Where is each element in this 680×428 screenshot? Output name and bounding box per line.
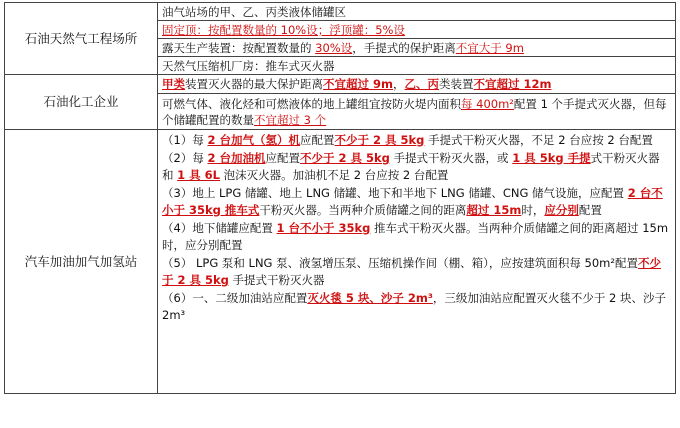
cell-text-highlight: 甲类 [162, 77, 185, 91]
cell-text-highlight: 不宜大于 9m [455, 40, 524, 55]
cell-text: 装置灭火器的最大保护距离 [185, 77, 323, 91]
cell-text: 露天生产装置：按配置数量的 [162, 40, 316, 55]
cell-text: 手提式干粉灭火器 [228, 273, 325, 287]
content-cell [158, 21, 676, 39]
cell-text-highlight: 1 具 5kg 手提 [512, 150, 591, 165]
cell-text: ， [393, 77, 405, 91]
cell-text-highlight: 1 具 6L [177, 168, 220, 182]
cell-text: 配置 1 个手提式灭火器，但每个储罐配置的数量 [162, 96, 667, 127]
cell-text: （4）地下储罐应配置 [162, 220, 277, 235]
item-6 [162, 290, 671, 325]
category-label: 石油化工企业 [43, 94, 119, 109]
category-cell [5, 130, 158, 394]
item-3 [162, 185, 671, 220]
content-cell [158, 130, 676, 394]
fire-extinguisher-config-table [4, 2, 676, 394]
cell-text: （2）每 [162, 150, 208, 165]
cell-text-highlight: 应分别 [544, 203, 579, 217]
content-cell [158, 3, 676, 21]
cell-text: 手提式干粉灭火器，不足 2 台应按 2 台配置 [424, 133, 653, 147]
cell-text-highlight: 不少于 2 具 5kg [334, 133, 425, 147]
cell-text-highlight: 乙、丙 [404, 77, 439, 91]
cell-text: 可燃气体、液化烃和可燃液体的地上罐组宜按防火堤内面积 [162, 96, 461, 111]
cell-text: 配置 [578, 203, 602, 217]
cell-text-highlight: 固定顶：按配置数量的 10%设；浮顶罐：5%设 [162, 22, 405, 37]
cell-text-highlight: 不宜超过 9m [323, 77, 393, 91]
cell-text: （3）地上 LPG 储罐、地上 LNG 储罐、地下和半地下 LNG 储罐、CNG 储气设施，应配置 [162, 185, 628, 200]
cell-text: 类装置 [439, 77, 474, 91]
cell-text-highlight: 灭火毯 5 块、沙子 2m³ [307, 290, 433, 305]
item-4 [162, 220, 671, 255]
cell-text: 泡沫灭火器。加油机不足 2 台应按 2 台配置 [220, 168, 449, 182]
cell-text: 应配置 [265, 150, 300, 165]
item-2 [162, 150, 671, 185]
content-cell [158, 57, 676, 75]
cell-text: 式干粉灭火器和 [162, 150, 660, 182]
cell-text-highlight: 不宜超过 12m [473, 77, 552, 91]
category-label: 汽车加油加气加氢站 [24, 253, 138, 269]
cell-text-highlight: 2 台加油机 [207, 150, 266, 165]
cell-text-highlight: 不少于 2 具 5kg [162, 255, 661, 287]
cell-text: 手提式干粉灭火器，或 [389, 150, 513, 165]
cell-text-highlight: 2 台不小于 35kg 推车式 [162, 185, 663, 217]
category-cell [5, 75, 158, 130]
cell-text-highlight: 1 台不小于 35kg [276, 220, 371, 235]
cell-text: 推车式干粉灭火器。当两种介质储罐之间的距离超过 15m 时，应分别配置 [162, 220, 669, 252]
cell-text: （5） LPG 泵和 LNG 泵、液氢增压泵、压缩机操作间（棚、箱），应按建筑面积每 50m²配置 [162, 255, 638, 270]
item-5 [162, 255, 671, 290]
cell-text: 时， [521, 203, 545, 217]
cell-text-highlight: 超过 15m [466, 203, 522, 217]
cell-text: （1）每 [162, 133, 208, 147]
content-cell [158, 39, 676, 57]
cell-text: 应配置 [300, 133, 335, 147]
item-1 [162, 132, 671, 150]
cell-text-highlight: 2 台加气（氢）机 [207, 133, 300, 147]
cell-text-highlight: 不宜超过 3 个 [254, 112, 327, 127]
cell-text: 天然气压缩机厂房：推车式灭火器 [162, 58, 335, 73]
content-cell [158, 75, 676, 94]
cell-text: 干粉灭火器。当两种介质储罐之间的距离 [259, 203, 467, 217]
cell-text: （6）一、二级加油站应配置 [162, 290, 308, 305]
cell-text-highlight: 30%设 [315, 40, 353, 55]
category-label: 石油天然气工程场所 [24, 30, 138, 46]
content-cell [158, 94, 676, 130]
cell-text: 油气站场的甲、乙、丙类液体储罐区 [162, 4, 346, 19]
category-cell [5, 3, 158, 75]
cell-text: ，三级加油站应配置灭火毯不少于 2 块、沙子 2m³ [162, 290, 667, 322]
cell-text: ，手提式的保护距离 [352, 40, 456, 55]
cell-text-highlight: 每 400m² [461, 96, 514, 111]
cell-text-highlight: 不少于 2 具 5kg [300, 150, 390, 165]
